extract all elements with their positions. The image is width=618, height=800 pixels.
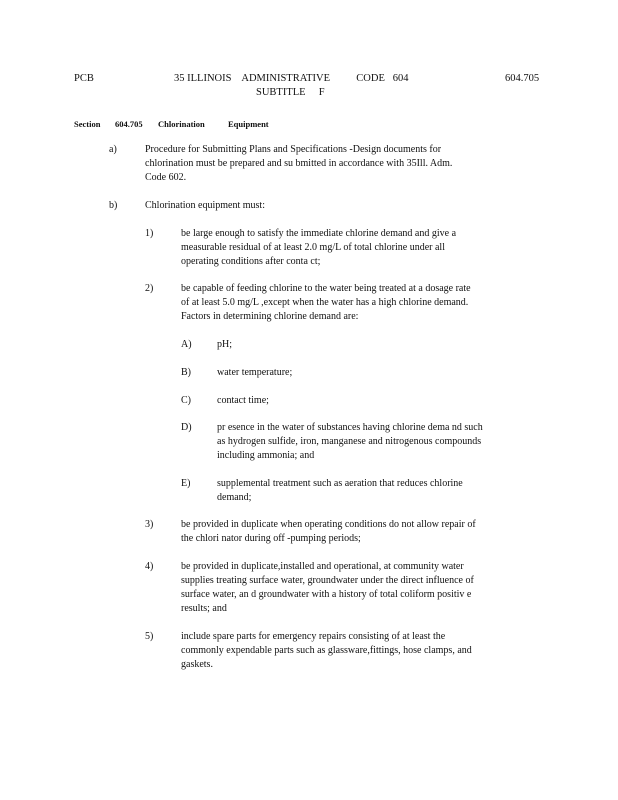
item-b5-text: include spare parts for emergency repairs consisting of at least the commonly expendable parts such as glassware,fittings, hose clamps, and gaskets. [181, 631, 472, 670]
header-title-line2: SUBTITLE F [256, 87, 325, 98]
item-b1-text: be large enough to satisfy the immediate chlorine demand and give a measurable residual of at least 2.0 mg/L of total chlorine under all operating conditions after conta ct; [181, 228, 457, 267]
item-b2-label: 2) [145, 283, 154, 294]
item-bB-label: B) [181, 367, 191, 378]
item-bC-text: contact time; [217, 395, 269, 406]
item-b3-text: be provided in duplicate when operating conditions do not allow repair of the chlori nator during off -pumping periods; [181, 519, 476, 544]
item-b5-label: 5) [145, 631, 154, 642]
item-b-label: b) [109, 200, 118, 211]
section-number: 604.705 [115, 119, 143, 129]
item-bB-text: water temperature; [217, 367, 293, 378]
item-bE-text: supplemental treatment such as aeration that reduces chlorine demand; [217, 478, 463, 503]
item-bC-label: C) [181, 395, 191, 406]
item-bE-label: E) [181, 478, 191, 489]
item-b4-label: 4) [145, 561, 154, 572]
item-a-label: a) [109, 144, 117, 155]
item-bD-label: D) [181, 422, 192, 433]
item-b1-label: 1) [145, 228, 154, 239]
header-page-number: 604.705 [505, 73, 540, 84]
item-b-text: Chlorination equipment must: [145, 200, 265, 211]
item-b4-text: be provided in duplicate,installed and operational, at community water supplies treating surface water, groundwater under the direct influence of surface water, an d groundwater with a history of total coliform positiv e results; and [181, 561, 474, 614]
header-agency: PCB [74, 73, 94, 84]
section-title-part1: Chlorination [158, 119, 205, 129]
item-bD-text: pr esence in the water of substances having chlorine dema nd such as hydrogen sulfide, iron, manganese and nitrogenous compounds including ammonia; and [217, 422, 483, 461]
item-bA-text: pH; [217, 339, 232, 350]
item-b2-text: be capable of feeding chlorine to the water being treated at a dosage rate of at least 5.0 mg/L ,except when the water has a high chlorine demand. Factors in determining chlorine demand are: [181, 283, 471, 322]
item-bA-label: A) [181, 339, 192, 350]
section-label: Section [74, 119, 101, 129]
section-title-part2: Equipment [228, 119, 269, 129]
item-a-text: Procedure for Submitting Plans and Specifications -Design documents for chlorination must be prepared and su bmitted in accordance with 35Ill. Adm. Code 602. [145, 144, 453, 183]
item-b3-label: 3) [145, 519, 154, 530]
header-title-line1: 35 ILLINOIS ADMINISTRATIVE CODE 604 [174, 73, 409, 84]
